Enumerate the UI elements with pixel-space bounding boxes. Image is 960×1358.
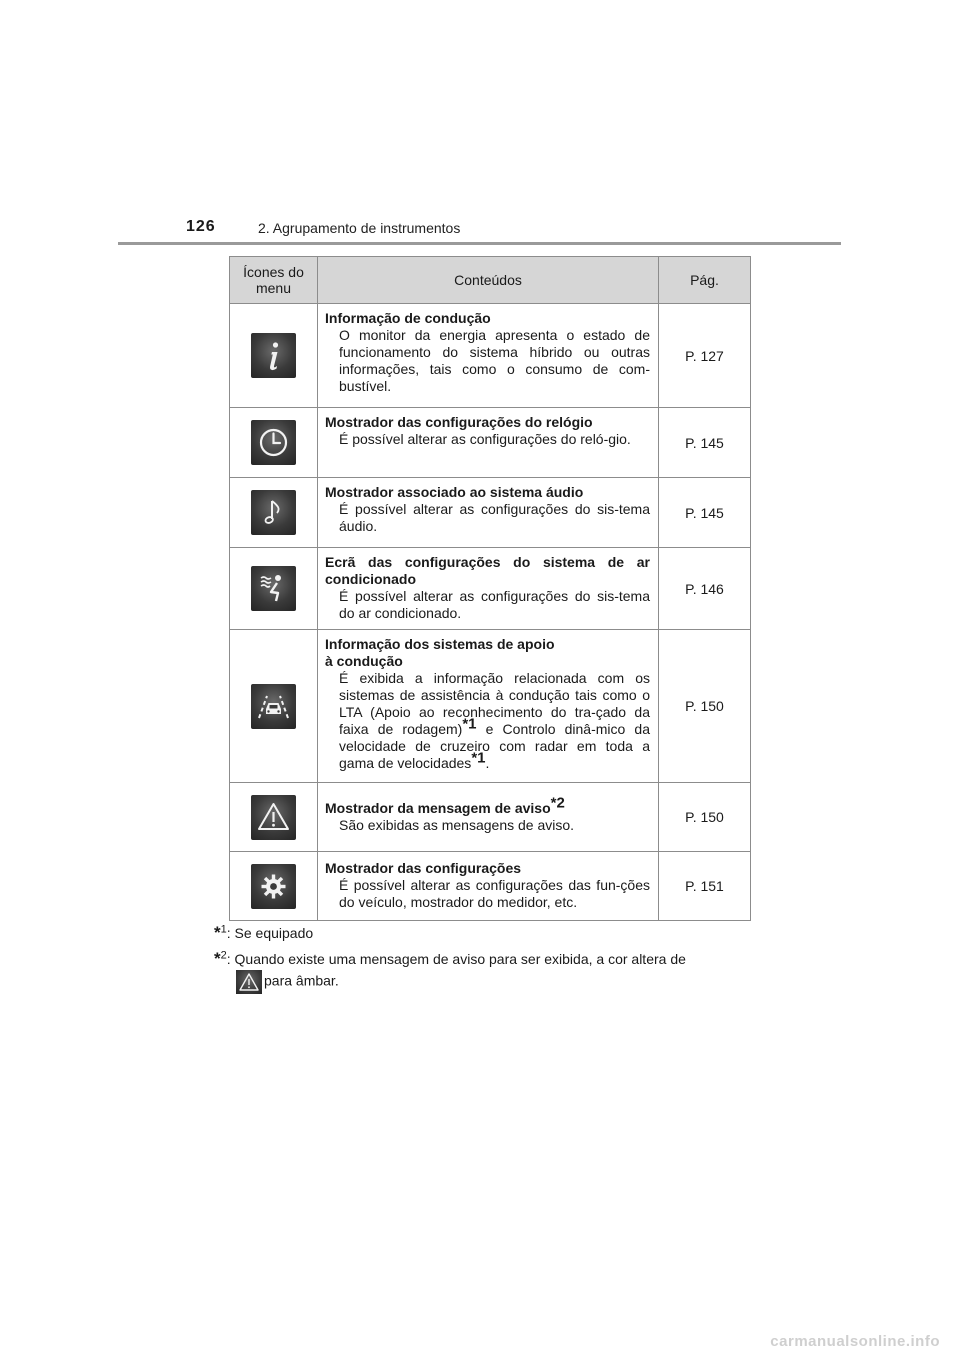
page-reference: P. 145 bbox=[659, 478, 751, 548]
table-row bbox=[230, 478, 751, 548]
column-header-page: Pág. bbox=[659, 257, 751, 304]
item-title: Informação dos sistemas de apoio à condução bbox=[325, 636, 555, 669]
footnote-ref: *1 bbox=[462, 715, 477, 733]
header-rule bbox=[118, 242, 841, 245]
footnote-2: *$^2$: Quando existe uma mensagem de aviso para ser exibida, a cor altera de para âmbar. bbox=[214, 950, 745, 994]
page-reference: P. 151 bbox=[659, 852, 751, 921]
footnote-ref: *1 bbox=[471, 749, 486, 767]
item-title: Mostrador das configurações do relógio bbox=[325, 414, 593, 430]
table-row bbox=[230, 630, 751, 783]
item-description: É possível alterar as configurações do sis-tema áudio. bbox=[339, 501, 650, 534]
clock-icon bbox=[251, 420, 296, 465]
driving-assist-icon bbox=[251, 684, 296, 729]
table-header-row bbox=[230, 257, 751, 304]
item-description: O monitor da energia apresenta o estado de funcionamento do sistema híbrido ou outras informações, tais como o consumo de com-bustível. bbox=[339, 327, 650, 394]
air-conditioning-icon bbox=[251, 566, 296, 611]
item-title: Mostrador das configurações bbox=[325, 860, 522, 876]
gear-icon bbox=[251, 864, 296, 909]
page-reference: P. 150 bbox=[659, 783, 751, 852]
info-icon bbox=[251, 333, 296, 378]
item-description: É possível alterar as configurações das fun-ções do veículo, mostrador do medidor, etc. bbox=[339, 877, 650, 910]
column-header-icons: Ícones do menu bbox=[230, 257, 318, 304]
table-row bbox=[230, 783, 751, 852]
warning-icon bbox=[251, 795, 296, 840]
item-description: É possível alterar as configurações do reló-gio. bbox=[339, 431, 631, 447]
watermark: carmanualsonline.info bbox=[770, 1333, 940, 1350]
menu-icons-table bbox=[229, 256, 751, 921]
page-reference: P. 127 bbox=[659, 304, 751, 408]
item-description: É exibida a informação relacionada com os sistemas de assistência à condução tais como o LTA (Apoio ao reconhecimento do tra-çado da faixa de rodagem)$^{*1}$ e Controlo dinâ-mico da velocidade de cruzeiro com radar em toda a gama de velocidades$^{*1}$. bbox=[339, 670, 650, 771]
section-title: 2. Agrupamento de instrumentos bbox=[258, 220, 461, 236]
page-reference: P. 145 bbox=[659, 408, 751, 478]
item-title: Mostrador associado ao sistema áudio bbox=[325, 484, 584, 500]
table-row bbox=[230, 548, 751, 630]
page-number: 126 bbox=[186, 218, 216, 235]
page-reference: P. 150 bbox=[659, 630, 751, 783]
page-reference: P. 146 bbox=[659, 548, 751, 630]
table-row bbox=[230, 408, 751, 478]
item-title: Mostrador da mensagem de aviso$^{*2}$ bbox=[325, 793, 565, 816]
item-description: É possível alterar as configurações do sis-tema do ar condicionado. bbox=[339, 588, 650, 621]
table-row bbox=[230, 304, 751, 408]
music-note-icon bbox=[251, 490, 296, 535]
footnote-ref: *2 bbox=[550, 793, 565, 811]
item-description: São exibidas as mensagens de aviso. bbox=[339, 816, 575, 833]
footnote-1: *$^1$: Se equipado bbox=[214, 923, 314, 942]
column-header-contents: Conteúdos bbox=[318, 257, 659, 304]
warning-icon bbox=[236, 970, 262, 994]
item-title: Informação de condução bbox=[325, 310, 491, 326]
table-row bbox=[230, 852, 751, 921]
item-title: Ecrã das configurações do sistema de ar condicionado bbox=[325, 554, 650, 587]
